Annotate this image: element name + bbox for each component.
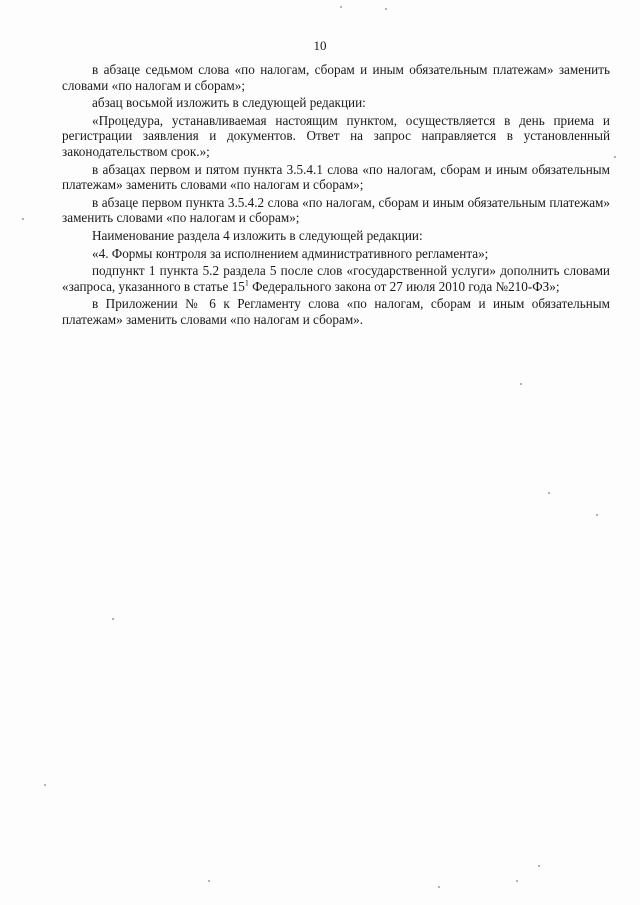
- scan-speck: [538, 865, 540, 867]
- scan-speck: [385, 8, 387, 10]
- scan-speck: [208, 880, 210, 882]
- paragraph-6: Наименование раздела 4 изложить в следующей редакции:: [92, 227, 423, 243]
- paragraph-3: «Процедура, устанавливаемая настоящим пунктом, осуществляется в день приема и регистрации заявления и документов. Ответ на запрос направляется в установленный законодательством срок.»;: [62, 112, 610, 159]
- paragraph-8-text-end: Федерального закона от 27 июля 2010 года №210-ФЗ»;: [248, 278, 560, 294]
- scan-speck: [22, 218, 24, 220]
- paragraph-7: «4. Формы контроля за исполнением административного регламента»;: [92, 245, 489, 261]
- scan-speck: [516, 880, 518, 882]
- scan-speck: [520, 383, 522, 385]
- paragraph-8: [62, 263, 610, 294]
- paragraph-5: в абзаце первом пункта 3.5.4.2 слова «по налогам, сборам и иным обязательным платежам» заменить словами «по налогам и сборам»;: [62, 194, 610, 226]
- superscript-article-number: 1: [244, 278, 249, 288]
- paragraph-4: в абзацах первом и пятом пункта 3.5.4.1 слова «по налогам, сборам и иным обязательным платежам» заменить словами «по налогам и сборам»;: [62, 161, 610, 193]
- paragraph-8-text: подпункт 1 пункта 5.2 раздела 5 после слов «государственной услуги» дополнить словами «запроса, указанного в статье 15: [62, 263, 610, 294]
- paragraph-9: в Приложении № 6 к Регламенту слова «по налогам, сборам и иным обязательным платежам» заменить словами «по налогам и сборам».: [62, 296, 610, 327]
- scan-speck: [112, 618, 114, 620]
- paragraph-1: в абзаце седьмом слова «по налогам, сборам и иным обязательным платежам» заменить словами «по налогам и сборам»;: [62, 62, 610, 93]
- page-number: 10: [313, 38, 327, 53]
- scan-speck: [340, 6, 342, 8]
- scan-speck: [596, 514, 598, 516]
- scan-speck: [548, 492, 550, 494]
- scan-speck: [44, 784, 46, 786]
- paragraph-2: абзац восьмой изложить в следующей редакции:: [92, 95, 366, 111]
- scan-speck: [438, 886, 440, 888]
- document-body: [62, 62, 610, 330]
- scan-speck: [614, 156, 616, 158]
